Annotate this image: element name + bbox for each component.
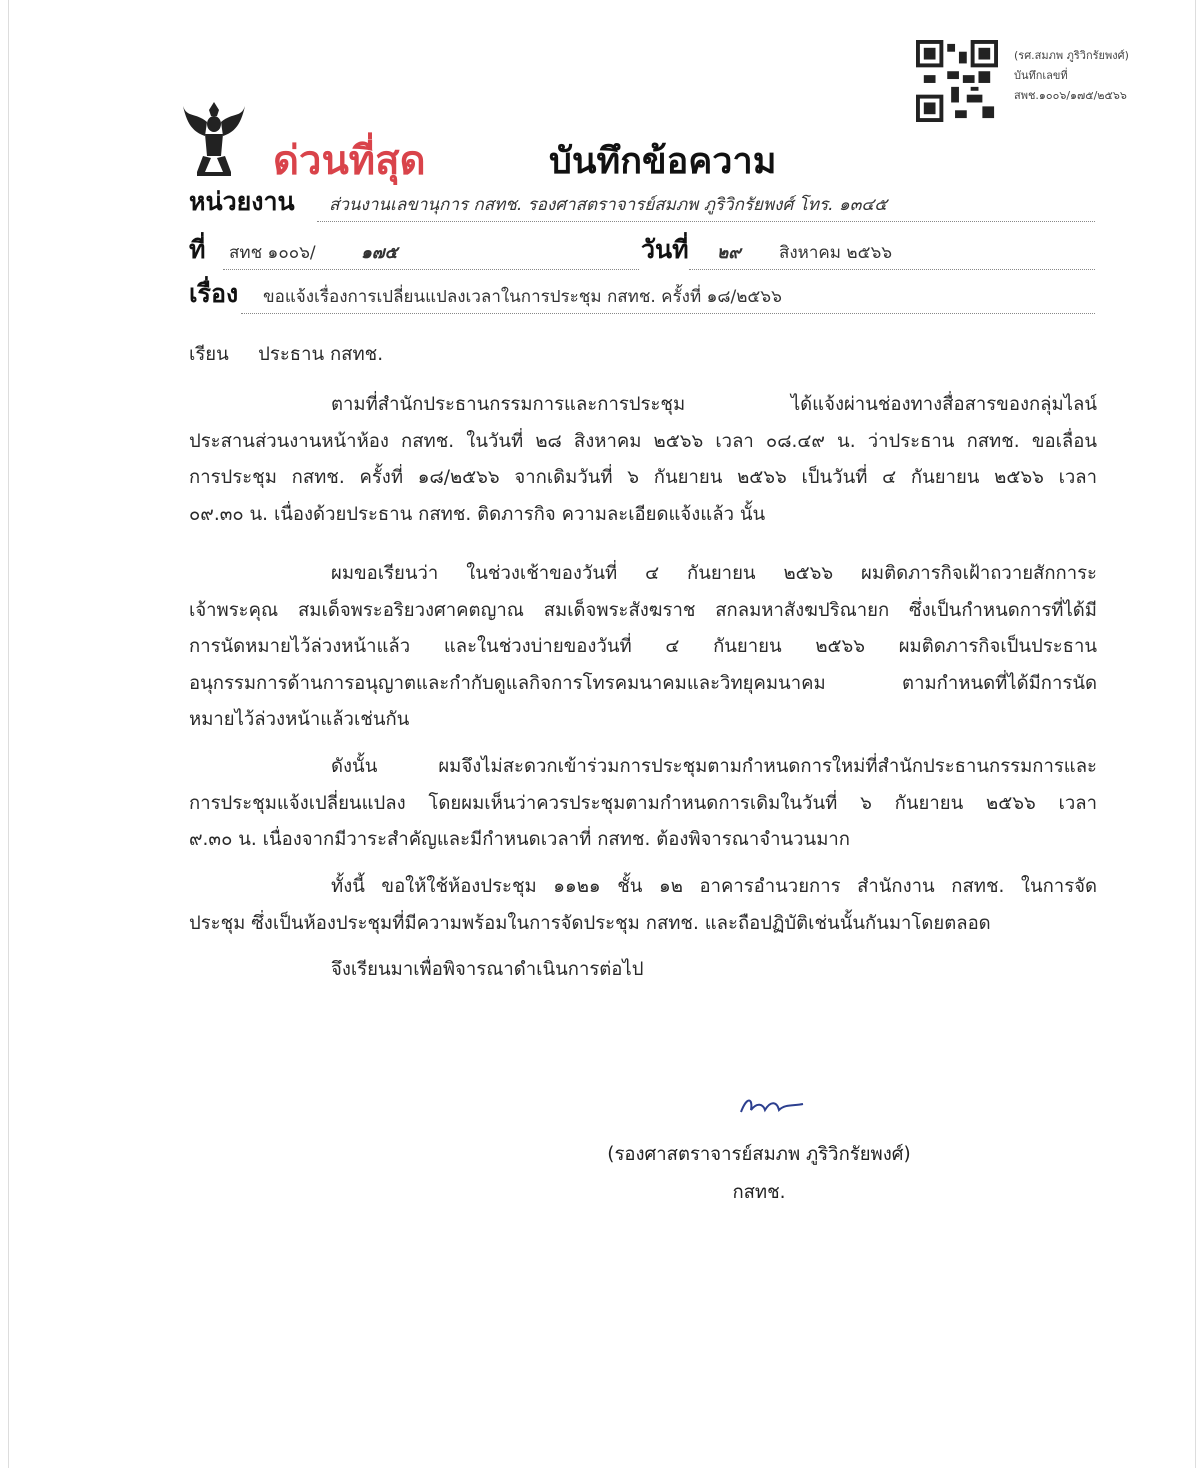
department-field [189,187,1095,226]
paragraph-1 [189,387,1097,533]
paragraph-line: การประชุมแจ้งเปลี่ยนแปลง โดยผมเห็นว่าควรประชุมตามกำหนดการเดิมในวันที่ ๖ กันยายน ๒๕๖๖ เวลา [189,792,1097,814]
stamp-line: (รศ.สมภพ ภูริวิกรัยพงศ์) [1014,49,1129,62]
paragraph-line: ตามที่สำนักประธานกรรมการและการประชุม ได้แจ้งผ่านช่องทางสื่อสารของกลุ่มไลน์ [331,394,1097,415]
salutation-label: เรียน [189,344,229,365]
memo-title: บันทึกข้อความ [549,141,777,182]
paragraph-line: ๙.๓๐ น. เนื่องจากมีวาระสำคัญและมีกำหนดเวลาที่ กสทช. ต้องพิจารณาจำนวนมาก [189,829,850,850]
reference-value: สทช ๑๐๐๖/ [229,243,316,263]
paragraph-line: ประสานส่วนงานหน้าห้อง กสทช. ในวันที่ ๒๘ สิงหาคม ๒๕๖๖ เวลา ๐๘.๔๙ น. ว่าประธาน กสทช. ขอเลื่อน [189,430,1097,452]
paragraph-line: การประชุม กสทช. ครั้งที่ ๑๘/๒๕๖๖ จากเดิมวันที่ ๖ กันยายน ๒๕๖๖ เป็นวันที่ ๔ กันยายน ๒๕๖๖ เวลา [189,467,1097,488]
paragraph-2 [189,556,1097,739]
memo-page [8,0,1196,1468]
signatory-position: กสทช. [732,1182,786,1203]
paragraph-3 [189,749,1097,859]
paragraph-line: การนัดหมายไว้ล่วงหน้าแล้ว และในช่วงบ่ายของวันที่ ๔ กันยายน ๒๕๖๖ ผมติดภารกิจเป็นประธาน [189,636,1097,657]
date-month-year: สิงหาคม ๒๕๖๖ [779,243,893,263]
paragraph-line: ทั้งนี้ ขอให้ใช้ห้องประชุม ๑๑๒๑ ชั้น ๑๒ อาคารอำนวยการ สำนักงาน กสทช. ในการจัด [331,876,1097,897]
paragraph-line: ๐๙.๓๐ น. เนื่องด้วยประธาน กสทช. ติดภารกิจ ความละเอียดแจ้งแล้ว นั้น [189,503,766,525]
stamp-line: บันทึกเลขที่ [1014,69,1068,82]
subject-value: ขอแจ้งเรื่องการเปลี่ยนแปลงเวลาในการประชุม กสทช. ครั้งที่ ๑๘/๒๕๖๖ [263,287,782,307]
paragraph-line: ดังนั้น ผมจึงไม่สะดวกเข้าร่วมการประชุมตามกำหนดการใหม่ที่สำนักประธานกรรมการและ [331,756,1097,777]
closing [189,952,1097,989]
date-day: ๒๙ [717,243,741,263]
stamp-line: สพช.๑๐๐๖/๑๗๕/๒๕๖๖ [1014,89,1127,102]
urgency-label: ด่วนที่สุด [273,138,426,184]
garuda-emblem-icon [181,98,247,180]
paragraph-line: อนุกรรมการด้านการอนุญาตและกำกับดูแลกิจการโทรคมนาคมและวิทยุคมนาคม ตามกำหนดที่ได้มีการนัด [189,672,1097,694]
salutation [189,337,1097,374]
qr-code-icon [916,40,998,122]
subject-field [189,279,1095,318]
reference-number: ๑๗๕ [361,243,398,263]
department-value: ส่วนงานเลขานุการ กสทช. รองศาสตราจารย์สมภพ ภูริวิกรัยพงศ์ โทร. ๑๓๔๕ [329,195,888,215]
department-label: หน่วยงาน [189,187,295,216]
paragraph-line: เจ้าพระคุณ สมเด็จพระอริยวงศาคตญาณ สมเด็จพระสังฆราช สกลมหาสังฆปริณายก ซึ่งเป็นกำหนดการที่ได้มี [189,599,1097,621]
reference-date-field [189,235,1095,274]
handwritten-signature-icon [737,1092,807,1118]
salutation-recipient: ประธาน กสทช. [258,344,384,365]
paragraph-4 [189,869,1097,942]
closing-line: จึงเรียนมาเพื่อพิจารณาดำเนินการต่อไป [331,959,644,980]
reference-label: ที่ [189,235,206,264]
date-label: วันที่ [641,235,689,264]
signatory-name: (รองศาสตราจารย์สมภพ ภูริวิกรัยพงศ์) [607,1144,911,1165]
paragraph-line: หมายไว้ล่วงหน้าแล้วเช่นกัน [189,709,410,730]
e-document-stamp [1014,46,1129,106]
paragraph-line: ผมขอเรียนว่า ในช่วงเช้าของวันที่ ๔ กันยายน ๒๕๖๖ ผมติดภารกิจเฝ้าถวายสักการะ [331,563,1097,584]
subject-label: เรื่อง [189,279,239,308]
paragraph-line: ประชุม ซึ่งเป็นห้องประชุมที่มีความพร้อมในการจัดประชุม กสทช. และถือปฏิบัติเช่นนั้นกันมาโดยตลอด [189,912,991,934]
